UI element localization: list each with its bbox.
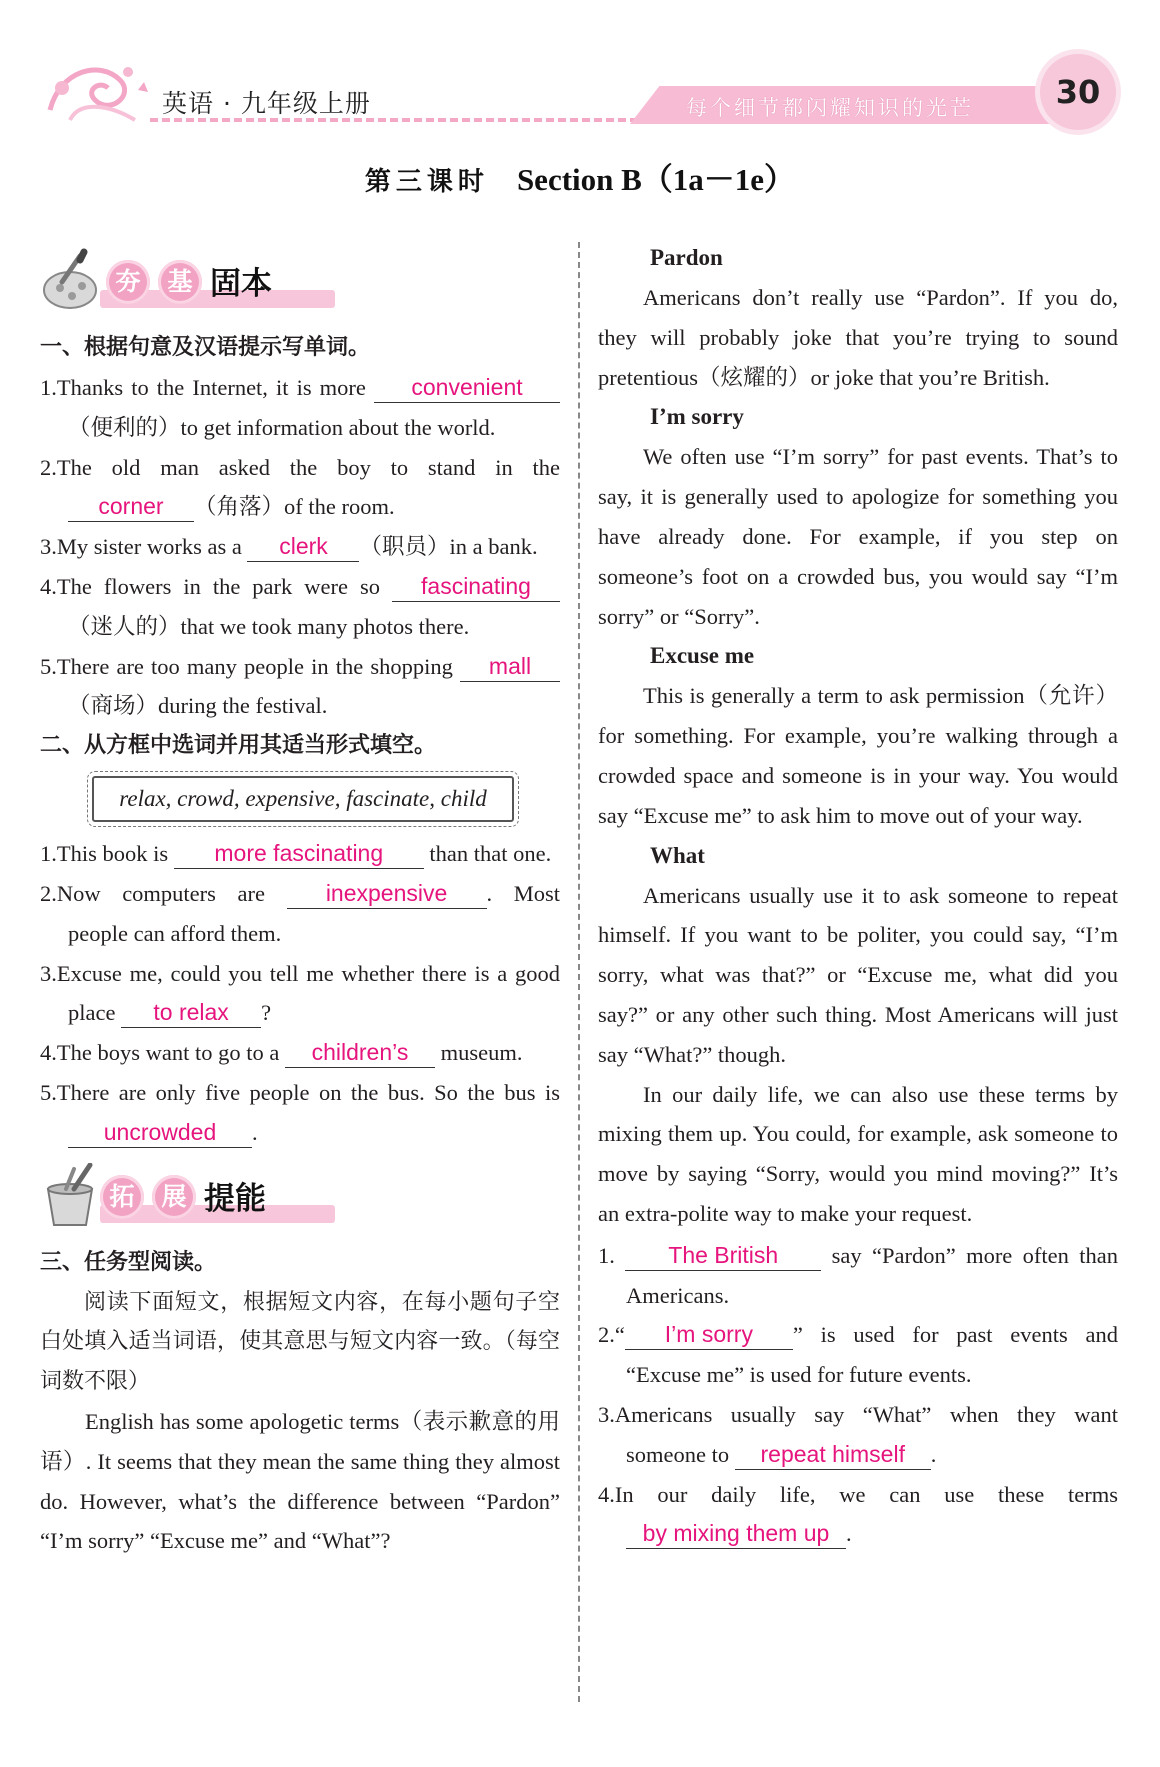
item-text: Excuse me, could you tell me whether there is a good place <box>56 960 560 1026</box>
item-text: Thanks to the Internet, it is more <box>56 375 366 400</box>
answer-blank[interactable]: more fascinating <box>174 838 424 869</box>
badge-char-1: 拓 <box>100 1175 144 1219</box>
answer-blank[interactable]: The British <box>625 1240 821 1271</box>
word-box: relax, crowd, expensive, fascinate, child <box>92 776 514 822</box>
item-number: 1. <box>598 1242 615 1268</box>
right-column <box>598 238 1118 1554</box>
excuse-heading: Excuse me <box>650 643 755 669</box>
section-badge-base <box>40 244 560 324</box>
badge-char-2: 基 <box>158 260 202 304</box>
excuse-paragraph: This is generally a term to ask permission（允许）for something. For example, you’re walking through a crowded space and someone is in your way. You would say “Excuse me” to ask him to move out of your way. <box>598 683 1118 828</box>
part2-item-4 <box>40 1033 560 1073</box>
item-text: . Most people can afford them. <box>68 880 561 946</box>
item-number: 2. <box>598 1322 615 1348</box>
passage-intro: English has some apologetic terms（表示歉意的用语）. It seems that they mean the same thing they almost do. However, what’s the difference between “Pardon” “I’m sorry” “Excuse me” and “What”? <box>40 1408 560 1554</box>
lesson-title <box>0 154 1160 199</box>
page-header <box>0 0 1160 140</box>
item-number: 2. <box>40 454 57 480</box>
part1-item-1 <box>40 368 560 448</box>
item-number: 1. <box>40 841 57 867</box>
answer-blank[interactable]: I’m sorry <box>625 1319 793 1350</box>
section-badge-ext <box>40 1159 560 1239</box>
daily-life-paragraph: In our daily life, we can also use these terms by mixing them up. You could, for example, ask someone to move by saying “Sorry, would you mind moving?” It’s an extra-polite way to make your request. <box>598 1081 1118 1226</box>
part1-item-5 <box>40 647 560 727</box>
item-text: The boys want to go to a <box>56 1040 280 1066</box>
item-text: Americans usually say “What” when they want someone to <box>614 1401 1118 1467</box>
part2-heading: 二、从方框中选词并用其适当形式填空。 <box>40 733 437 759</box>
palette-brush-icon <box>40 248 102 314</box>
paint-bucket-icon <box>40 1163 102 1229</box>
answer-blank[interactable]: convenient <box>374 372 560 403</box>
item-number: 4. <box>40 1040 57 1066</box>
item-number: 5. <box>40 653 57 679</box>
item-text: In our daily life, we can use these terms <box>614 1481 1118 1507</box>
item-text: There are only five people on the bus. So the bus is <box>56 1079 560 1105</box>
badge-char-2: 展 <box>152 1175 196 1219</box>
part2-item-3 <box>40 954 560 1034</box>
floral-ornament-icon <box>40 50 150 130</box>
sorry-heading: I’m sorry <box>650 404 744 430</box>
pardon-paragraph: Americans don’t really use “Pardon”. If you do, they will probably joke that you’re trying to sound pretentious（炫耀的）or joke that you’re British. <box>598 285 1118 390</box>
question-3 <box>598 1395 1118 1475</box>
part3-heading: 三、任务型阅读。 <box>40 1249 217 1275</box>
item-text: ” is used for past events and “Excuse me” is used for future events. <box>626 1322 1118 1388</box>
item-text: This book is <box>56 841 169 867</box>
slogan: 每个细节都闪耀知识的光芒 <box>686 96 974 120</box>
item-number: 3. <box>598 1401 615 1427</box>
answer-blank[interactable]: uncrowded <box>68 1117 252 1148</box>
badge-word: 提能 <box>204 1180 266 1217</box>
sorry-paragraph: We often use “I’m sorry” for past events. That’s to say, it is generally used to apologize for something you have already done. For example, if you step on someone’s foot on a crowded bus, you would say “I’m sorry” or “Sorry”. <box>598 444 1118 629</box>
item-text: （商场）during the festival. <box>68 693 328 719</box>
lesson-label: 第三课时 <box>364 167 489 197</box>
book-title: 英语 · 九年级上册 <box>162 89 371 118</box>
what-heading: What <box>650 842 705 868</box>
column-divider <box>578 242 580 1702</box>
part1-item-3 <box>40 527 560 567</box>
answer-blank[interactable]: fascinating <box>392 571 560 602</box>
answer-blank[interactable]: inexpensive <box>287 878 487 909</box>
item-number: 3. <box>40 960 57 986</box>
item-text: （职员）in a bank. <box>359 534 538 560</box>
item-number: 3. <box>40 534 57 560</box>
answer-blank[interactable]: to relax <box>121 997 261 1028</box>
part2-item-2 <box>40 874 560 954</box>
part1-item-2 <box>40 448 560 528</box>
answer-blank[interactable]: mall <box>460 651 560 682</box>
lesson-section: Section B（1a－1e） <box>516 162 796 197</box>
item-text: . <box>252 1119 258 1145</box>
item-text: （角落）of the room. <box>194 494 395 520</box>
what-paragraph: Americans usually use it to ask someone to repeat himself. If you want to be politer, you could say, “I’m sorry, what was that?” or “Excuse me, what did you say?” or any other such thing. Most Americans will just say “What?” though. <box>598 882 1118 1067</box>
answer-blank[interactable]: clerk <box>247 531 359 562</box>
item-text: There are too many people in the shopping <box>56 653 453 679</box>
header-dashed-rule <box>150 118 710 122</box>
item-number: 1. <box>40 375 57 400</box>
badge-word: 固本 <box>210 266 272 302</box>
question-4 <box>598 1475 1118 1555</box>
page-number: 30 <box>1040 54 1116 130</box>
item-text: museum. <box>440 1040 523 1066</box>
answer-blank[interactable]: repeat himself <box>735 1439 931 1470</box>
item-text: （迷人的）that we took many photos there. <box>68 613 470 639</box>
item-text: than that one. <box>429 841 552 867</box>
badge-char-1: 夯 <box>106 260 150 304</box>
item-number: 4. <box>40 573 57 599</box>
item-text: My sister works as a <box>56 534 242 560</box>
item-text: The flowers in the park were so <box>56 573 380 599</box>
item-text: ? <box>261 1000 272 1026</box>
answer-blank[interactable]: corner <box>68 491 194 522</box>
item-text: “ <box>614 1322 625 1348</box>
part2-item-1 <box>40 834 560 874</box>
item-number: 4. <box>598 1481 615 1507</box>
question-1 <box>598 1236 1118 1316</box>
item-number: 2. <box>40 880 57 906</box>
item-text: The old man asked the boy to stand in the <box>56 454 560 480</box>
answer-blank[interactable]: children’s <box>285 1037 435 1068</box>
part3-instruction: 阅读下面短文，根据短文内容，在每小题句子空白处填入适当词语，使其意思与短文内容一致。（每空词数不限） <box>40 1289 560 1395</box>
answer-blank[interactable]: by mixing them up <box>626 1518 846 1549</box>
part2-item-5 <box>40 1073 560 1153</box>
item-text: . <box>930 1441 937 1467</box>
part1-heading: 一、根据句意及汉语提示写单词。 <box>40 335 371 360</box>
part1-item-4 <box>40 567 560 647</box>
item-text: Now computers are <box>56 880 265 906</box>
question-2 <box>598 1315 1118 1395</box>
pardon-heading: Pardon <box>650 245 723 270</box>
item-text: say “Pardon” more often than Americans. <box>626 1242 1119 1308</box>
item-text: . <box>846 1521 852 1547</box>
left-column <box>40 238 560 1561</box>
item-text: （便利的）to get information about the world. <box>68 414 496 440</box>
item-number: 5. <box>40 1079 57 1105</box>
